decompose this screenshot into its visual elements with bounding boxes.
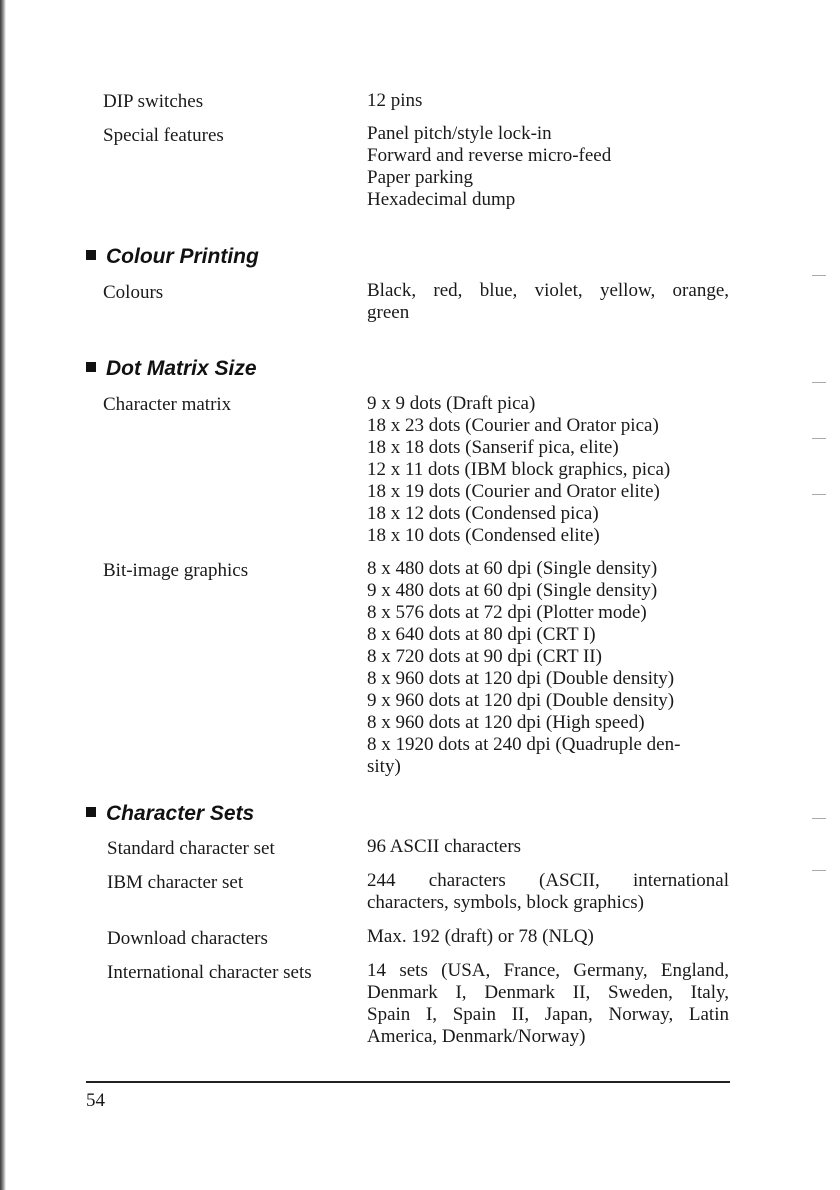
spec-value-bit-image-graphics [367, 558, 729, 778]
spec-label-special-features: Special features [103, 125, 224, 146]
spec-value-line: 18 x 23 dots (Courier and Orator pica) [367, 415, 659, 436]
spec-value-line: 18 x 19 dots (Courier and Orator elite) [367, 481, 660, 502]
spec-value-line: 244 characters (ASCII, international [367, 870, 729, 891]
spec-value-line: 12 x 11 dots (IBM block graphics, pica) [367, 459, 671, 480]
spec-value-line: Forward and reverse micro-feed [367, 145, 612, 166]
spec-value-line: America, Denmark/Norway) [367, 1026, 586, 1047]
spec-value-line: 14 sets (USA, France, Germany, England, [367, 960, 729, 981]
spec-value-character-matrix [367, 393, 729, 547]
spec-value-line: 9 x 480 dots at 60 dpi (Single density) [367, 580, 658, 601]
scan-mark [812, 494, 826, 495]
scan-edge [0, 0, 6, 1190]
spec-value-line: 9 x 960 dots at 120 dpi (Double density) [367, 690, 675, 711]
spec-value-line: 18 x 12 dots (Condensed pica) [367, 503, 599, 524]
square-bullet-icon [86, 362, 96, 372]
spec-value-line: 18 x 10 dots (Condensed elite) [367, 525, 600, 546]
scan-mark [812, 438, 826, 439]
spec-label-ibm-character-set: IBM character set [107, 872, 244, 893]
spec-value-international-character-sets [367, 960, 729, 1048]
spec-label-bit-image-graphics: Bit-image graphics [103, 560, 249, 581]
spec-value-line: Hexadecimal dump [367, 189, 516, 210]
spec-value-line: 8 x 720 dots at 90 dpi (CRT II) [367, 646, 602, 667]
spec-value-line: 96 ASCII characters [367, 836, 522, 857]
section-title: Dot Matrix Size [106, 357, 257, 380]
spec-value-line: 12 pins [367, 90, 423, 111]
spec-value-standard-character-set [367, 836, 729, 858]
spec-value-line: 8 x 960 dots at 120 dpi (High speed) [367, 712, 645, 733]
scan-mark [812, 818, 826, 819]
spec-value-dip-switches [367, 90, 729, 112]
spec-value-special-features [367, 123, 729, 211]
footer-rule [86, 1081, 730, 1083]
spec-value-line: 8 x 640 dots at 80 dpi (CRT I) [367, 624, 596, 645]
section-heading-dot-matrix-size [86, 357, 257, 381]
page-number: 54 [86, 1090, 105, 1111]
spec-value-line: green [367, 302, 410, 323]
square-bullet-icon [86, 807, 96, 817]
spec-value-line: 8 x 480 dots at 60 dpi (Single density) [367, 558, 658, 579]
spec-value-ibm-character-set [367, 870, 729, 914]
spec-value-colours [367, 280, 729, 324]
spec-label-standard-character-set: Standard character set [107, 838, 275, 859]
section-title: Character Sets [106, 802, 255, 825]
spec-value-line: 9 x 9 dots (Draft pica) [367, 393, 536, 414]
spec-value-line: 8 x 1920 dots at 240 dpi (Quadruple den- [367, 734, 681, 755]
spec-value-line: Spain I, Spain II, Japan, Norway, Latin [367, 1004, 729, 1025]
square-bullet-icon [86, 250, 96, 260]
spec-label-international-character-sets: International character sets [107, 962, 312, 983]
spec-value-line: sity) [367, 756, 401, 777]
spec-value-line: Paper parking [367, 167, 474, 188]
spec-value-download-characters [367, 926, 729, 948]
spec-label-colours: Colours [103, 282, 164, 303]
spec-value-line: characters, symbols, block graphics) [367, 892, 644, 913]
spec-value-line: 8 x 576 dots at 72 dpi (Plotter mode) [367, 602, 647, 623]
spec-value-line: 8 x 960 dots at 120 dpi (Double density) [367, 668, 675, 689]
spec-value-line: Denmark I, Denmark II, Sweden, Italy, [367, 982, 729, 1003]
scan-mark [812, 382, 826, 383]
section-title: Colour Printing [106, 245, 259, 268]
spec-value-line: Panel pitch/style lock-in [367, 123, 552, 144]
spec-label-download-characters: Download characters [107, 928, 268, 949]
spec-label-character-matrix: Character matrix [103, 394, 232, 415]
spec-value-line: Max. 192 (draft) or 78 (NLQ) [367, 926, 594, 947]
section-heading-colour-printing [86, 245, 259, 269]
spec-value-line: 18 x 18 dots (Sanserif pica, elite) [367, 437, 619, 458]
scan-mark [812, 870, 826, 871]
section-heading-character-sets [86, 802, 254, 826]
spec-label-dip-switches: DIP switches [103, 91, 204, 112]
spec-value-line: Black, red, blue, violet, yellow, orange, [367, 280, 729, 301]
scan-mark [812, 275, 826, 276]
